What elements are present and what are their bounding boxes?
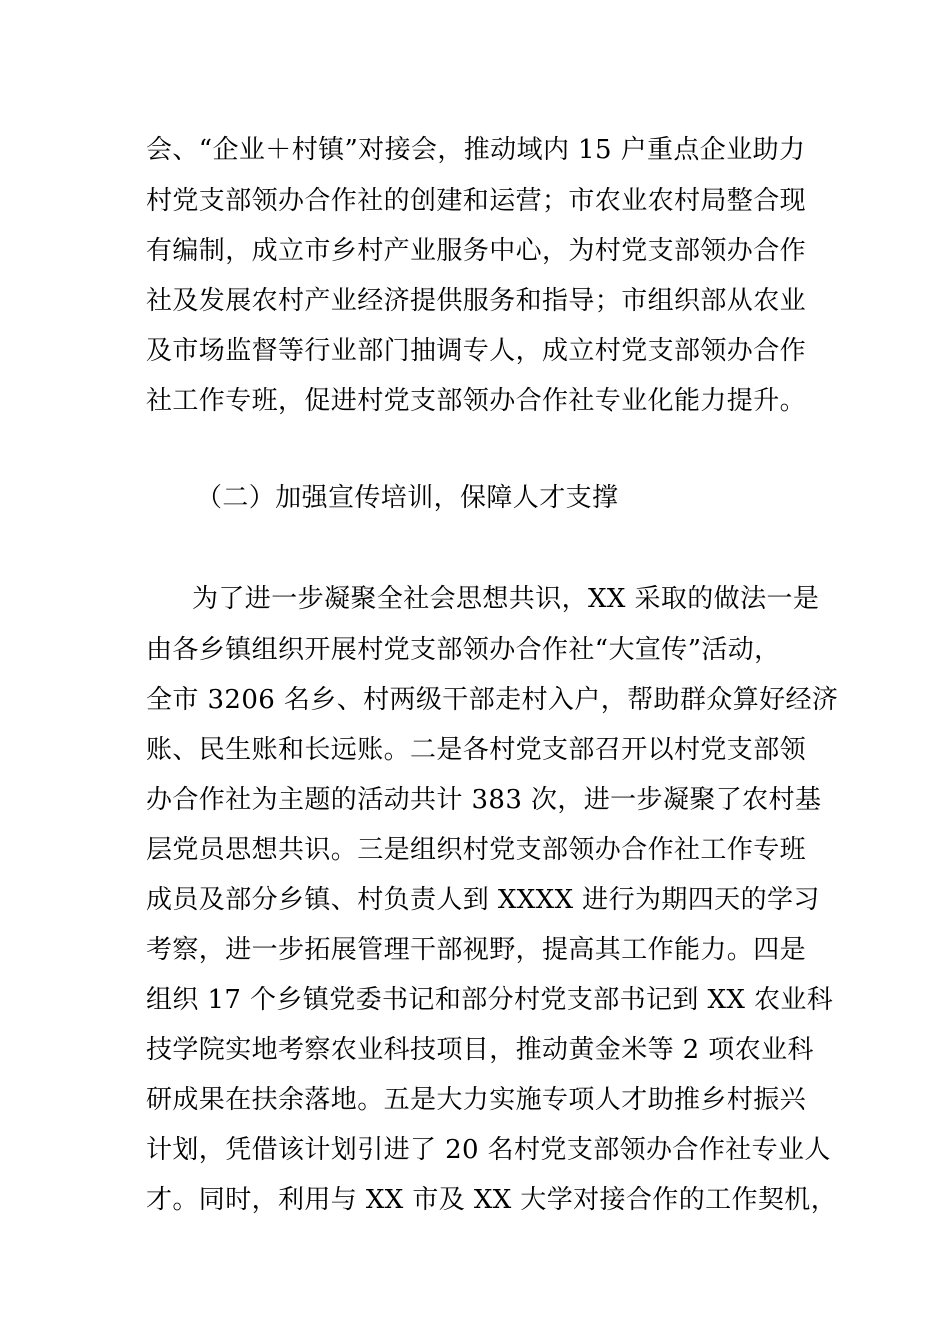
text-line: 社及发展农村产业经济提供服务和指导；市组织部从农业 xyxy=(146,286,807,316)
text-line: 计划，凭借该计划引进了 20 名村党支部领办合作社专业人 xyxy=(146,1135,831,1165)
text-line: 才。同时，利用与 XX 市及 XX 大学对接合作的工作契机， xyxy=(146,1185,838,1215)
text-line: 有编制，成立市乡村产业服务中心，为村党支部领办合作 xyxy=(146,236,807,266)
text-line: 账、民生账和长远账。二是各村党支部召开以村党支部领 xyxy=(146,735,807,765)
text-line: 层党员思想共识。三是组织村党支部领办合作社工作专班 xyxy=(146,835,807,865)
section-heading: （二）加强宣传培训，保障人才支撑 xyxy=(196,483,619,513)
text-line: 由各乡镇组织开展村党支部领办合作社“大宣传”活动， xyxy=(146,635,781,665)
text-line: 办合作社为主题的活动共计 383 次，进一步凝聚了农村基 xyxy=(146,785,822,815)
text-line: 全市 3206 名乡、村两级干部走村入户，帮助群众算好经济 xyxy=(146,685,839,715)
text-line: 会、“企业＋村镇”对接会，推动域内 15 户重点企业助力 xyxy=(146,135,806,165)
text-line: 社工作专班，促进村党支部领办合作社专业化能力提升。 xyxy=(146,386,807,416)
text-line: 村党支部领办合作社的创建和运营；市农业农村局整合现 xyxy=(146,186,807,216)
text-line: 技学院实地考察农业科技项目，推动黄金米等 2 项农业科 xyxy=(146,1035,814,1065)
text-line: 考察，进一步拓展管理干部视野，提高其工作能力。四是 xyxy=(146,935,807,965)
text-line: 为了进一步凝聚全社会思想共识，XX 采取的做法一是 xyxy=(192,584,820,614)
text-line: 研成果在扶余落地。五是大力实施专项人才助推乡村振兴 xyxy=(146,1085,807,1115)
text-line: 及市场监督等行业部门抽调专人，成立村党支部领办合作 xyxy=(146,336,807,366)
text-line: 成员及部分乡镇、村负责人到 XXXX 进行为期四天的学习 xyxy=(146,885,820,915)
text-line: 组织 17 个乡镇党委书记和部分村党支部书记到 XX 农业科 xyxy=(146,985,834,1015)
